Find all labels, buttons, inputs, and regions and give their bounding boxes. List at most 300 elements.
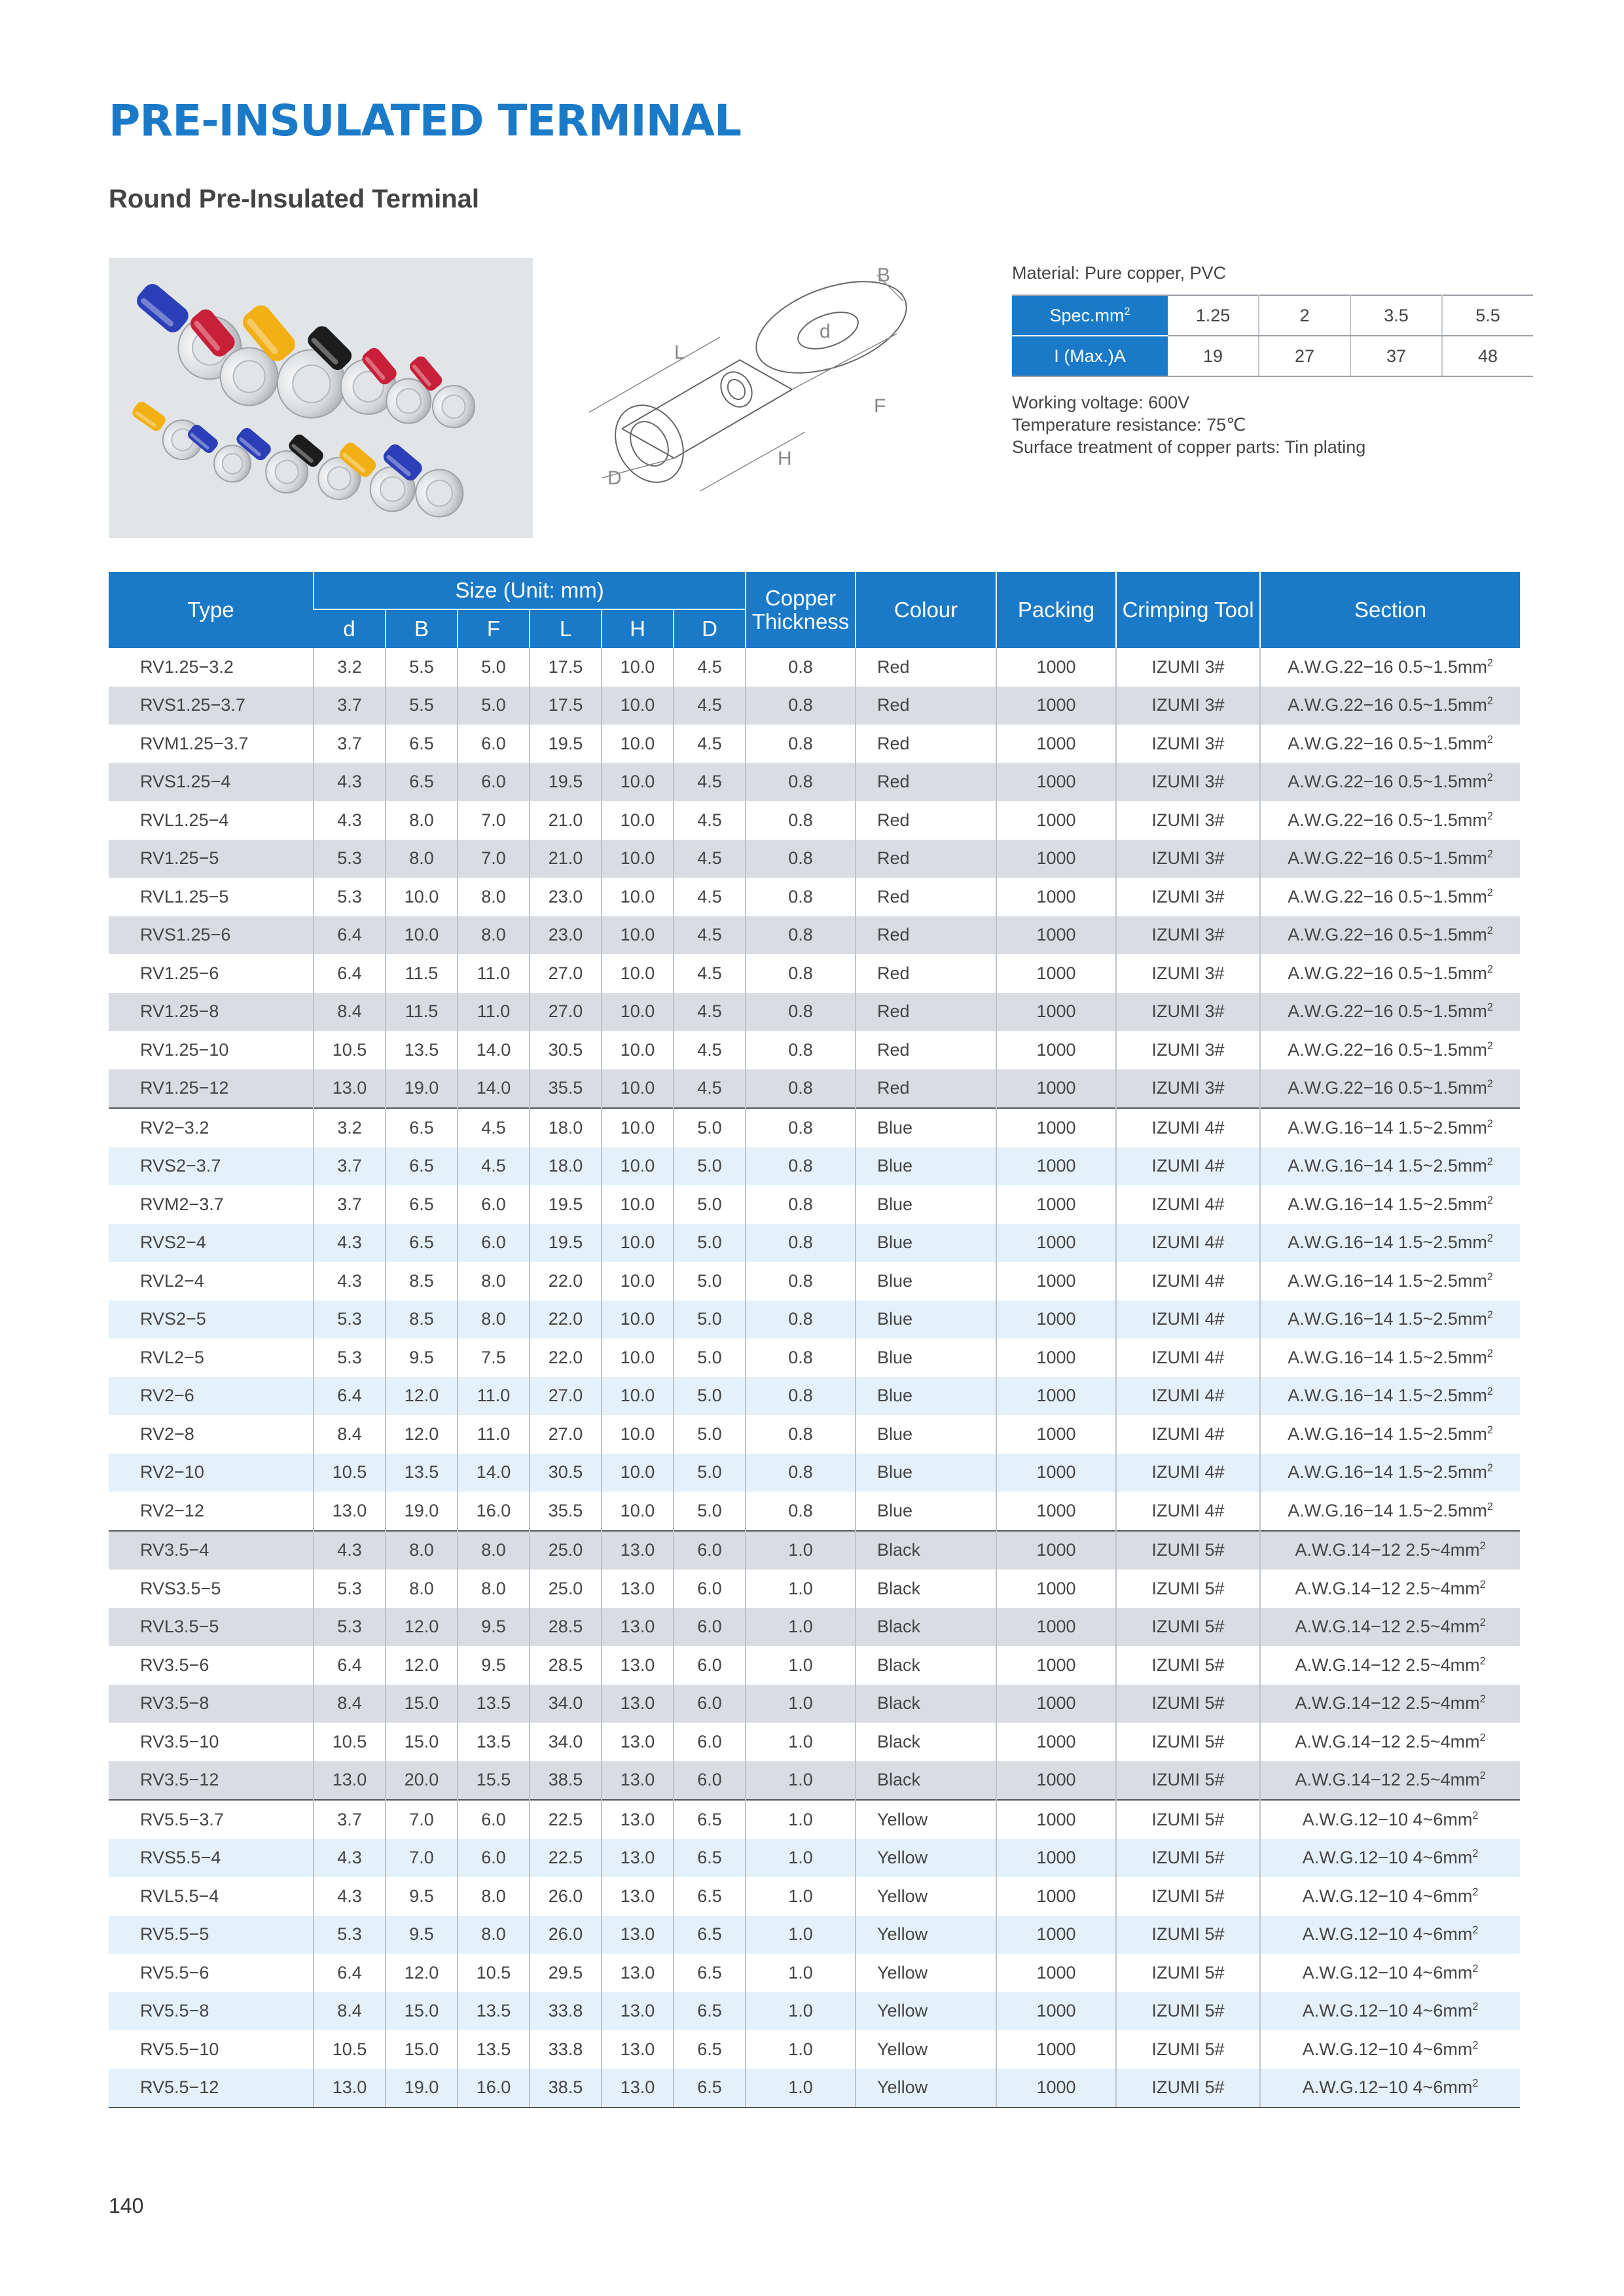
cell-colour: Red: [856, 878, 996, 916]
spec-label: $Spec.mm^2$: [1012, 295, 1168, 336]
table-row: [109, 1761, 1520, 1801]
cell-b: 8.0: [386, 801, 458, 840]
cell-f: 9.5: [458, 1646, 530, 1685]
cell-packing: 1000: [996, 1415, 1116, 1454]
electrical-notes: [1012, 391, 1365, 458]
cell-h: 10.0: [602, 916, 674, 955]
cell-copper: 0.8: [746, 648, 856, 687]
header-dim-big-d: D: [674, 609, 746, 648]
cell-packing: 1000: [996, 1646, 1116, 1685]
cell-crimping: IZUMI 4#: [1116, 1262, 1260, 1300]
cell-type: RV5.5−8: [109, 1992, 314, 2031]
cell-packing: 1000: [996, 1954, 1116, 1992]
cell-type: RVS1.25−6: [109, 916, 314, 955]
cell-colour: Black: [856, 1608, 996, 1647]
table-row: [109, 1570, 1520, 1608]
cell-b: 7.0: [386, 1800, 458, 1839]
cell-d: 8.4: [314, 1685, 386, 1723]
cell-b: 8.0: [386, 1531, 458, 1570]
cell-h: 10.0: [602, 993, 674, 1031]
cell-big-d: 5.0: [674, 1454, 746, 1492]
cell-copper: 0.8: [746, 993, 856, 1031]
cell-l: 26.0: [530, 1877, 602, 1916]
cell-b: 13.5: [386, 1031, 458, 1069]
cell-packing: 1000: [996, 1570, 1116, 1608]
cell-b: 6.5: [386, 1224, 458, 1263]
cell-f: 9.5: [458, 1608, 530, 1647]
cell-colour: Blue: [856, 1185, 996, 1224]
cell-crimping: IZUMI 4#: [1116, 1108, 1260, 1147]
cell-h: 10.0: [602, 1031, 674, 1069]
cell-d: 4.3: [314, 801, 386, 840]
header-colour: Colour: [856, 572, 996, 648]
cell-type: RV2−12: [140, 1500, 204, 1520]
cell-type: RV1.25−3.2: [140, 656, 234, 677]
cell-h: 10.0: [602, 1338, 674, 1377]
cell-big-d: 5.0: [674, 1185, 746, 1224]
table-row: [109, 1262, 1520, 1300]
spec-value: 2: [1259, 295, 1350, 336]
cell-type: RV1.25−6: [140, 963, 219, 983]
cell-copper: 1.0: [746, 1839, 856, 1878]
table-row: [109, 648, 1520, 687]
table-row: [109, 1377, 1520, 1416]
cell-f: 13.5: [458, 1685, 530, 1723]
cell-big-d: 5.0: [674, 1415, 746, 1454]
cell-b: 8.0: [386, 1570, 458, 1608]
cell-b: 11.5: [386, 993, 458, 1031]
spec-row: [1012, 295, 1533, 336]
cell-h: 13.0: [602, 1570, 674, 1608]
cell-colour: Black: [856, 1646, 996, 1685]
cell-packing: 1000: [996, 1839, 1116, 1878]
cell-h: 13.0: [602, 1916, 674, 1954]
cell-f: 13.5: [458, 1723, 530, 1761]
cell-big-d: 6.5: [674, 1992, 746, 2031]
cell-d: 13.0: [314, 1492, 386, 1531]
cell-f: 6.0: [458, 763, 530, 802]
cell-copper: 1.0: [746, 1531, 856, 1570]
cell-section: A.W.G.22−16 $0.5\sim 1.5mm^2$: [1260, 687, 1520, 725]
current-value: 37: [1350, 336, 1442, 376]
cell-colour: Black: [856, 1531, 996, 1570]
cell-f: 8.0: [458, 1262, 530, 1300]
cell-colour: Blue: [856, 1224, 996, 1263]
cell-colour: Blue: [856, 1415, 996, 1454]
cell-l: 26.0: [530, 1916, 602, 1954]
cell-f: 8.0: [458, 1916, 530, 1954]
cell-d: 10.5: [314, 1454, 386, 1492]
cell-d: 10.5: [314, 1723, 386, 1761]
cell-f: 6.0: [458, 1185, 530, 1224]
cell-f: 5.0: [458, 687, 530, 725]
cell-h: 13.0: [602, 1954, 674, 1992]
cell-b: 12.0: [386, 1608, 458, 1647]
cell-section: A.W.G.16−14 $1.5\sim 2.5mm^2$: [1260, 1338, 1520, 1377]
cell-d: 6.4: [314, 1377, 386, 1416]
table-row: [109, 1147, 1520, 1186]
cell-h: 10.0: [602, 763, 674, 802]
cell-copper: 1.0: [746, 1800, 856, 1839]
cell-section: A.W.G.12−10 $4\sim 6mm^2$: [1260, 1800, 1520, 1839]
cell-d: 5.3: [314, 1300, 386, 1339]
cell-copper: 0.8: [746, 1069, 856, 1109]
cell-l: 30.5: [530, 1454, 602, 1492]
cell-section: A.W.G.12−10 $4\sim 6mm^2$: [1260, 2069, 1520, 2108]
cell-d: 4.3: [314, 1262, 386, 1300]
cell-b: 11.5: [386, 954, 458, 993]
cell-packing: 1000: [996, 1531, 1116, 1570]
cell-d: 3.7: [314, 1185, 386, 1224]
cell-type: RV5.5−5: [109, 1916, 314, 1954]
cell-packing: 1000: [996, 1761, 1116, 1801]
header-size: Size (Unit: mm): [314, 572, 746, 609]
cell-b: 15.0: [386, 1723, 458, 1761]
cell-f: 8.0: [458, 1531, 530, 1570]
cell-packing: 1000: [996, 840, 1116, 878]
cell-packing: 1000: [996, 687, 1116, 725]
cell-type: RVL2−5: [140, 1347, 204, 1367]
cell-crimping: IZUMI 3#: [1116, 687, 1260, 725]
cell-f: 14.0: [458, 1031, 530, 1069]
cell-packing: 1000: [996, 801, 1116, 840]
cell-packing: 1000: [996, 1685, 1116, 1723]
cell-packing: 1000: [996, 1454, 1116, 1492]
cell-l: 19.5: [530, 1224, 602, 1263]
cell-crimping: IZUMI 5#: [1116, 1608, 1260, 1647]
cell-d: 6.4: [314, 916, 386, 955]
cell-big-d: 4.5: [674, 648, 746, 687]
cell-type: RVS2−3.7: [109, 1147, 314, 1186]
cell-copper: 0.8: [746, 763, 856, 802]
cell-h: 10.0: [602, 1069, 674, 1109]
cell-d: 6.4: [314, 1646, 386, 1685]
cell-section: A.W.G.22−16 $0.5\sim 1.5mm^2$: [1260, 725, 1520, 763]
cell-d: 5.3: [314, 878, 386, 916]
cell-d: 3.2: [314, 648, 386, 687]
header-dim-d: d: [314, 609, 386, 648]
cell-section: A.W.G.12−10 $4\sim 6mm^2$: [1260, 1839, 1520, 1878]
table-row: [109, 1531, 1520, 1570]
cell-big-d: 4.5: [674, 801, 746, 840]
cell-crimping: IZUMI 5#: [1116, 1954, 1260, 1992]
cell-colour: Yellow: [856, 2069, 996, 2108]
cell-big-d: 4.5: [674, 725, 746, 763]
cell-b: 15.0: [386, 1992, 458, 2031]
cell-h: 10.0: [602, 1108, 674, 1147]
cell-l: 38.5: [530, 2069, 602, 2108]
cell-type: RV3.5−8: [109, 1685, 314, 1723]
cell-d: 3.7: [314, 687, 386, 725]
cell-packing: 1000: [996, 1338, 1116, 1377]
cell-packing: 1000: [996, 878, 1116, 916]
table-row: [109, 1069, 1520, 1109]
current-value: 19: [1168, 336, 1259, 376]
cell-section: A.W.G.16−14 $1.5\sim 2.5mm^2$: [1260, 1224, 1520, 1263]
cell-b: 10.0: [386, 916, 458, 955]
cell-crimping: IZUMI 5#: [1116, 1570, 1260, 1608]
cell-l: 22.0: [530, 1338, 602, 1377]
cell-colour: Blue: [856, 1492, 996, 1531]
cell-section: A.W.G.16−14 $1.5\sim 2.5mm^2$: [1260, 1147, 1520, 1186]
table-row: [109, 1608, 1520, 1647]
cell-colour: Black: [856, 1723, 996, 1761]
cell-copper: 0.8: [746, 1454, 856, 1492]
cell-copper: 1.0: [746, 1916, 856, 1954]
header-row: [109, 572, 1520, 609]
table-row: [109, 1839, 1520, 1878]
cell-h: 13.0: [602, 1531, 674, 1570]
cell-l: 19.5: [530, 725, 602, 763]
cell-packing: 1000: [996, 1877, 1116, 1916]
cell-h: 10.0: [602, 648, 674, 687]
cell-big-d: 6.5: [674, 1877, 746, 1916]
cell-b: 13.5: [386, 1454, 458, 1492]
cell-d: 3.2: [314, 1108, 386, 1147]
cell-big-d: 4.5: [674, 763, 746, 802]
label-d-big: D: [607, 467, 622, 489]
cell-colour: Black: [856, 1570, 996, 1608]
table-row: [109, 1031, 1520, 1069]
cell-packing: 1000: [996, 1492, 1116, 1531]
cell-f: 7.0: [458, 801, 530, 840]
table-row: [109, 1992, 1520, 2031]
cell-f: 14.0: [458, 1454, 530, 1492]
cell-f: 6.0: [458, 1224, 530, 1263]
table-row: [109, 1224, 1520, 1263]
cell-h: 13.0: [602, 1877, 674, 1916]
table-row: [109, 840, 1520, 878]
cell-d: 3.7: [314, 1147, 386, 1186]
cell-section: A.W.G.12−10 $4\sim 6mm^2$: [1260, 2030, 1520, 2069]
cell-h: 13.0: [602, 1685, 674, 1723]
table-row: [109, 1108, 1520, 1147]
cell-h: 10.0: [602, 1300, 674, 1339]
cell-l: 33.8: [530, 2030, 602, 2069]
cell-type: RVL2−4: [140, 1270, 204, 1291]
cell-copper: 0.8: [746, 801, 856, 840]
cell-b: 15.0: [386, 2030, 458, 2069]
cell-d: 8.4: [314, 993, 386, 1031]
cell-crimping: IZUMI 4#: [1116, 1300, 1260, 1339]
cell-copper: 0.8: [746, 1224, 856, 1263]
cell-type: RVL5.5−4: [140, 1886, 219, 1906]
cell-type: RVM1.25−3.7: [140, 733, 249, 753]
cell-packing: 1000: [996, 648, 1116, 687]
cell-big-d: 5.0: [674, 1492, 746, 1531]
cell-section: A.W.G.12−10 $4\sim 6mm^2$: [1260, 1992, 1520, 2031]
cell-section: A.W.G.16−14 $1.5\sim 2.5mm^2$: [1260, 1300, 1520, 1339]
cell-crimping: IZUMI 5#: [1116, 1761, 1260, 1801]
cell-copper: 0.8: [746, 725, 856, 763]
cell-crimping: IZUMI 4#: [1116, 1147, 1260, 1186]
cell-packing: 1000: [996, 1916, 1116, 1954]
cell-f: 16.0: [458, 2069, 530, 2108]
cell-b: 8.5: [386, 1262, 458, 1300]
cell-copper: 0.8: [746, 1300, 856, 1339]
cell-copper: 0.8: [746, 1147, 856, 1186]
cell-colour: Red: [856, 648, 996, 687]
cell-colour: Black: [856, 1685, 996, 1723]
cell-packing: 1000: [996, 1608, 1116, 1647]
table-row: [109, 1492, 1520, 1531]
cell-section: A.W.G.14−12 $2.5\sim 4mm^2$: [1260, 1723, 1520, 1761]
cell-copper: 0.8: [746, 1492, 856, 1531]
cell-f: 4.5: [458, 1147, 530, 1186]
cell-copper: 0.8: [746, 1185, 856, 1224]
cell-crimping: IZUMI 4#: [1116, 1415, 1260, 1454]
cell-d: 8.4: [314, 1992, 386, 2031]
cell-d: 13.0: [314, 2069, 386, 2108]
cell-colour: Blue: [856, 1262, 996, 1300]
cell-copper: 1.0: [746, 1570, 856, 1608]
page-number: 140: [109, 2194, 144, 2217]
cell-big-d: 6.5: [674, 1839, 746, 1878]
table-row: [109, 1723, 1520, 1761]
cell-l: 33.8: [530, 1992, 602, 2031]
table-row: [109, 801, 1520, 840]
cell-type: RV1.25−10: [140, 1039, 229, 1060]
cell-crimping: IZUMI 4#: [1116, 1185, 1260, 1224]
cell-copper: 0.8: [746, 840, 856, 878]
cell-crimping: IZUMI 4#: [1116, 1454, 1260, 1492]
cell-section: A.W.G.22−16 $0.5\sim 1.5mm^2$: [1260, 1069, 1520, 1109]
cell-d: 4.3: [314, 1531, 386, 1570]
cell-crimping: IZUMI 5#: [1116, 1531, 1260, 1570]
cell-big-d: 5.0: [674, 1224, 746, 1263]
cell-copper: 1.0: [746, 1646, 856, 1685]
cell-packing: 1000: [996, 954, 1116, 993]
cell-type: RV3.5−10: [140, 1731, 219, 1751]
cell-h: 10.0: [602, 687, 674, 725]
cell-l: 19.5: [530, 1185, 602, 1224]
cell-big-d: 4.5: [674, 954, 746, 993]
cell-b: 6.5: [386, 725, 458, 763]
cell-colour: Yellow: [856, 1992, 996, 2031]
table-row: [109, 1916, 1520, 1954]
cell-big-d: 6.0: [674, 1531, 746, 1570]
cell-h: 10.0: [602, 1185, 674, 1224]
cell-f: 14.0: [458, 1069, 530, 1109]
cell-crimping: IZUMI 3#: [1116, 1069, 1260, 1109]
cell-f: 5.0: [458, 648, 530, 687]
cell-l: 27.0: [530, 993, 602, 1031]
cell-type: RV1.25−12: [109, 1069, 314, 1109]
cell-l: 19.5: [530, 763, 602, 802]
cell-section: A.W.G.12−10 $4\sim 6mm^2$: [1260, 1916, 1520, 1954]
cell-d: 5.3: [314, 1916, 386, 1954]
cell-h: 10.0: [602, 1147, 674, 1186]
cell-b: 5.5: [386, 687, 458, 725]
table-row: [109, 1415, 1520, 1454]
cell-d: 8.4: [314, 1415, 386, 1454]
cell-b: 6.5: [386, 1147, 458, 1186]
cell-b: 9.5: [386, 1338, 458, 1377]
cell-copper: 1.0: [746, 2069, 856, 2108]
cell-section: A.W.G.14−12 $2.5\sim 4mm^2$: [1260, 1531, 1520, 1570]
cell-copper: 0.8: [746, 916, 856, 955]
cell-big-d: 6.0: [674, 1646, 746, 1685]
cell-copper: 1.0: [746, 1992, 856, 2031]
cell-crimping: IZUMI 3#: [1116, 1031, 1260, 1069]
cell-b: 6.5: [386, 1108, 458, 1147]
cell-f: 7.5: [458, 1338, 530, 1377]
cell-big-d: 6.0: [674, 1570, 746, 1608]
dimension-drawing: [576, 262, 916, 497]
cell-b: 9.5: [386, 1916, 458, 1954]
cell-crimping: IZUMI 5#: [1116, 1992, 1260, 2031]
cell-l: 21.0: [530, 840, 602, 878]
cell-colour: Yellow: [856, 1839, 996, 1878]
cell-packing: 1000: [996, 1300, 1116, 1339]
cell-h: 13.0: [602, 1992, 674, 2031]
cell-d: 3.7: [314, 725, 386, 763]
cell-big-d: 5.0: [674, 1338, 746, 1377]
cell-h: 10.0: [602, 1415, 674, 1454]
cell-section: A.W.G.12−10 $4\sim 6mm^2$: [1260, 1954, 1520, 1992]
cell-type: RV2−6: [109, 1377, 314, 1416]
cell-crimping: IZUMI 3#: [1116, 954, 1260, 993]
cell-colour: Yellow: [856, 1877, 996, 1916]
cell-f: 8.0: [458, 1300, 530, 1339]
cell-big-d: 4.5: [674, 1031, 746, 1069]
cell-h: 13.0: [602, 1723, 674, 1761]
table-row: [109, 1646, 1520, 1685]
cell-l: 28.5: [530, 1608, 602, 1647]
cell-b: 8.5: [386, 1300, 458, 1339]
cell-h: 10.0: [602, 1492, 674, 1531]
cell-d: 4.3: [314, 1877, 386, 1916]
label-d-small: d: [820, 321, 831, 342]
label-b: B: [877, 264, 891, 286]
cell-packing: 1000: [996, 1069, 1116, 1109]
cell-copper: 0.8: [746, 1031, 856, 1069]
header-dim-f: F: [458, 609, 530, 648]
cell-type: RV2−10: [109, 1454, 314, 1492]
cell-copper: 0.8: [746, 1108, 856, 1147]
table-row: [109, 1338, 1520, 1377]
cell-b: 6.5: [386, 1185, 458, 1224]
cell-f: 7.0: [458, 840, 530, 878]
cell-copper: 1.0: [746, 1954, 856, 1992]
cell-type: RVL3.5−5: [109, 1608, 314, 1647]
cell-colour: Yellow: [856, 2030, 996, 2069]
cell-crimping: IZUMI 4#: [1116, 1338, 1260, 1377]
cell-f: 11.0: [458, 993, 530, 1031]
current-value: 27: [1259, 336, 1350, 376]
cell-type: RV1.25−5: [109, 840, 314, 878]
cell-packing: 1000: [996, 2030, 1116, 2069]
cell-h: 10.0: [602, 954, 674, 993]
cell-packing: 1000: [996, 1800, 1116, 1839]
cell-f: 11.0: [458, 1377, 530, 1416]
table-row: [109, 878, 1520, 916]
cell-f: 15.5: [458, 1761, 530, 1801]
cell-h: 10.0: [602, 1262, 674, 1300]
cell-crimping: IZUMI 3#: [1116, 840, 1260, 878]
cell-f: 6.0: [458, 1839, 530, 1878]
cell-crimping: IZUMI 4#: [1116, 1224, 1260, 1263]
cell-colour: Blue: [856, 1300, 996, 1339]
cell-type: RV2−8: [140, 1424, 194, 1444]
cell-f: 11.0: [458, 954, 530, 993]
label-f: F: [874, 395, 886, 417]
current-row: [1012, 336, 1533, 376]
cell-h: 10.0: [602, 1377, 674, 1416]
cell-section: A.W.G.14−12 $2.5\sim 4mm^2$: [1260, 1646, 1520, 1685]
cell-type: RVS2−5: [109, 1300, 314, 1339]
cell-big-d: 5.0: [674, 1377, 746, 1416]
